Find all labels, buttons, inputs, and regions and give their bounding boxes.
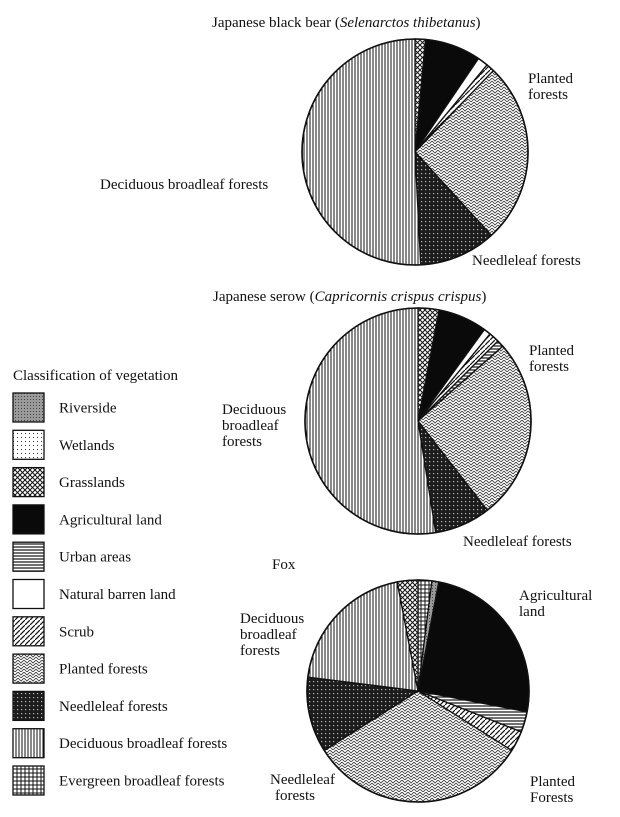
annotation-deciduous: Deciduous broadleaf forests [222, 402, 287, 450]
annotation-deciduous: Deciduous broadleaf forests [240, 611, 305, 659]
legend-swatch-barren [13, 580, 44, 609]
legend-label-scrub: Scrub [59, 624, 94, 641]
legend-label-wetlands: Wetlands [59, 437, 115, 454]
legend-label-urban: Urban areas [59, 549, 132, 566]
annotation-planted: Planted forests [528, 71, 573, 103]
annotation-needleleaf: Needleleaf forests [270, 772, 335, 804]
legend-swatch-riverside [13, 393, 44, 422]
legend-label-agricultural: Agricultural land [59, 512, 162, 529]
legend-swatch-evergreen [13, 766, 44, 795]
annotation-needleleaf: Needleleaf forests [472, 253, 581, 269]
legend-label-needleleaf: Needleleaf forests [59, 698, 168, 715]
annotation-planted: Planted Forests [530, 774, 575, 806]
legend-label-barren: Natural barren land [59, 587, 176, 603]
pie-fox [240, 557, 596, 806]
legend-label-riverside: Riverside [59, 400, 117, 417]
legend-label-planted: Planted forests [59, 661, 148, 678]
legend-swatch-urban [13, 542, 44, 571]
legend-label-deciduous: Deciduous broadleaf forests [59, 736, 228, 753]
pie-slices [305, 308, 531, 534]
pie-slice-deciduous [305, 308, 436, 534]
annotation-needleleaf: Needleleaf forests [463, 534, 572, 550]
annotation-deciduous: Deciduous broadleaf forests [100, 177, 269, 193]
annotation-planted: Planted forests [529, 343, 574, 375]
legend-swatch-planted [13, 654, 44, 683]
pie-slices [307, 580, 529, 802]
legend-title: Classification of vegetation [13, 368, 178, 384]
legend-swatch-grasslands [13, 468, 44, 497]
legend-swatch-deciduous [13, 729, 44, 758]
pie-japanese-black-bear [100, 15, 581, 269]
legend-swatch-needleleaf [13, 691, 44, 720]
pie-slice-deciduous [302, 39, 421, 265]
pie-slices [302, 39, 528, 265]
legend-label-grasslands: Grasslands [59, 475, 125, 492]
pie-title: Fox [272, 557, 296, 573]
legend-swatch-scrub [13, 617, 44, 646]
pie-title: Japanese black bear (Selenarctos thibetanus) [212, 15, 481, 31]
legend-items [13, 393, 227, 795]
legend-swatch-agricultural [13, 505, 44, 534]
annotation-agricultural: Agricultural land [519, 588, 593, 620]
pie-title: Japanese serow (Capricornis crispus crispus) [213, 289, 487, 305]
pie-slice-agricultural [418, 582, 529, 712]
legend-swatch-wetlands [13, 430, 44, 459]
legend [13, 368, 227, 795]
legend-label-evergreen: Evergreen broadleaf forests [59, 773, 225, 790]
pie-japanese-serow [213, 289, 578, 550]
